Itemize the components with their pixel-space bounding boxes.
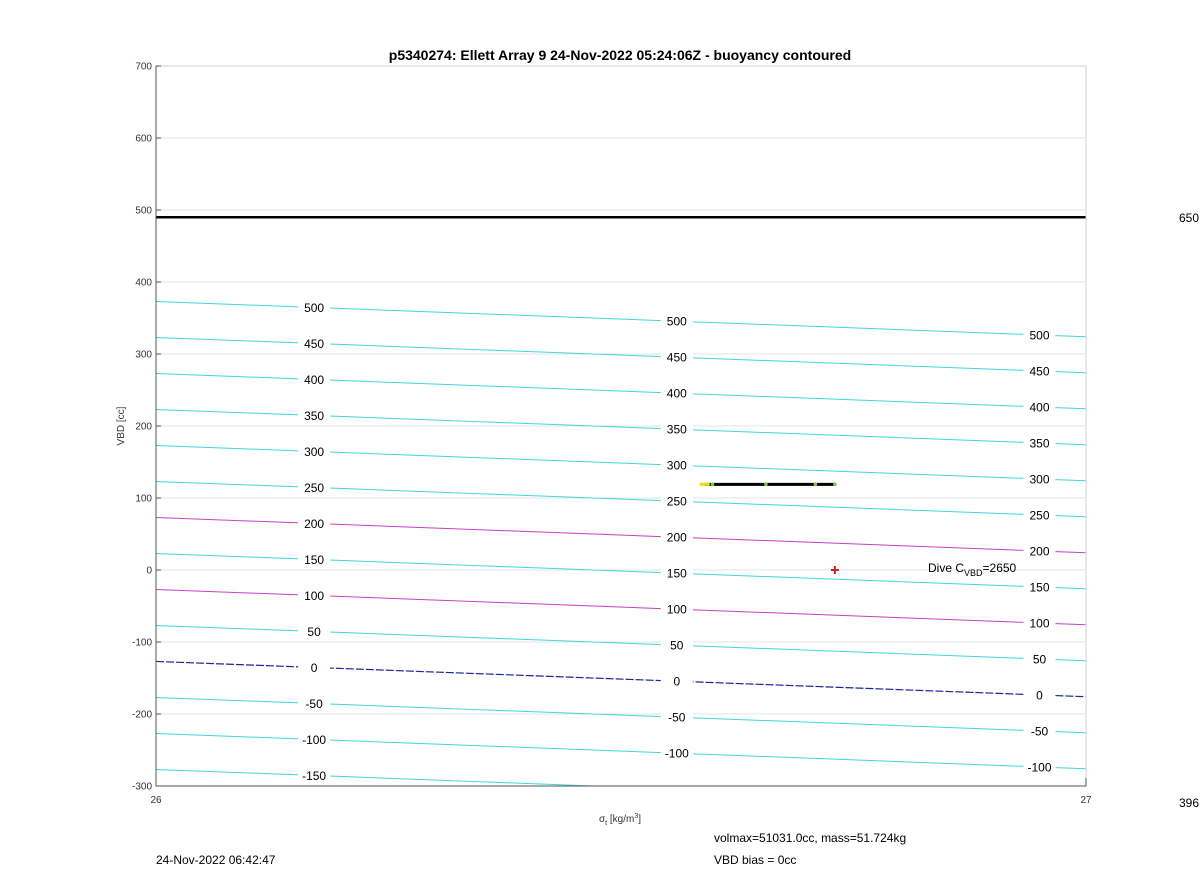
y-tick-label: -200	[131, 709, 152, 721]
y-tick-label: 300	[135, 349, 152, 361]
contour-label: 0	[310, 660, 318, 675]
contour-label: 100	[1029, 616, 1050, 631]
dive-marker-label-suffix: =2650	[982, 561, 1017, 575]
x-axis-label-symbol: σ	[598, 814, 606, 825]
contour-label: 150	[1029, 580, 1050, 595]
contour-label: 350	[1029, 436, 1050, 451]
dive-segment-point	[814, 483, 818, 487]
dive-segment-point	[764, 483, 768, 487]
plot-content	[156, 217, 1086, 805]
contour-line	[156, 301, 1086, 336]
bottom-right-label: 396	[1179, 796, 1200, 810]
x-axis-label	[599, 813, 641, 827]
max-line-right-label: 650	[1179, 211, 1200, 225]
footer-timestamp: 24-Nov-2022 06:42:47	[156, 853, 276, 867]
contour-label: -150	[302, 768, 327, 783]
axes	[132, 62, 1092, 807]
contour-line	[156, 337, 1086, 372]
contour-line	[156, 697, 1086, 732]
chart-title: p5340274: Ellett Array 9 24-Nov-2022 05:24:06Z - buoyancy contoured	[388, 47, 852, 63]
contour-label: 500	[304, 300, 325, 315]
dive-marker-label-sub: VBD	[964, 568, 983, 578]
contour-label: 450	[666, 350, 687, 365]
grid	[156, 66, 1086, 786]
contour-label: 350	[666, 422, 687, 437]
y-tick-label: 500	[135, 205, 152, 217]
contour-line	[156, 409, 1086, 444]
y-tick-label: 200	[135, 421, 152, 433]
contour-label: 350	[304, 408, 325, 423]
contour-label: 450	[304, 336, 325, 351]
contour-label: -50	[1030, 724, 1049, 739]
dive-segment-point	[833, 483, 837, 487]
x-axis-label-close: ]	[638, 814, 642, 825]
contour-line	[156, 373, 1086, 408]
contour-label: 200	[666, 530, 687, 545]
contour-label: -100	[302, 732, 327, 747]
x-axis-label-sup: 3	[634, 813, 639, 820]
contour-label: 50	[1032, 652, 1047, 667]
contour-line	[156, 517, 1086, 552]
contour-label: 400	[304, 372, 325, 387]
contour-label: 400	[666, 386, 687, 401]
y-tick-label: 400	[135, 277, 152, 289]
contour-line	[156, 481, 1086, 516]
y-axis-label: VBD [cc]	[116, 406, 127, 446]
contour-label: 150	[666, 566, 687, 581]
contour-label: 300	[1029, 472, 1050, 487]
dive-marker-label	[928, 561, 1017, 578]
contour-label: -50	[305, 696, 323, 711]
contour-label: 500	[1029, 328, 1050, 343]
contour-line	[156, 733, 1086, 768]
contour-label: 250	[666, 494, 687, 509]
contour-label: 300	[666, 458, 687, 473]
y-tick-label: -300	[131, 781, 152, 793]
contour-label: -100	[664, 746, 689, 761]
contour-labels	[298, 299, 1055, 783]
contour-label: 0	[673, 674, 681, 689]
contour-line	[156, 625, 1086, 660]
contour-line	[156, 445, 1086, 480]
plot-clipped	[156, 301, 1086, 804]
y-tick-label: -100	[131, 637, 152, 649]
contour-label: 50	[670, 638, 684, 653]
y-tick-label: 600	[135, 133, 152, 145]
y-tick-label: 100	[135, 493, 152, 505]
x-axis-label-units: [kg/m	[607, 814, 635, 825]
dive-segment-point	[711, 483, 715, 487]
contour-label: 200	[304, 516, 325, 531]
y-tick-label: 0	[146, 565, 152, 577]
dive-marker-label-prefix: Dive C	[928, 561, 965, 575]
contour-label: 400	[1029, 400, 1050, 415]
contour-line	[156, 769, 1086, 804]
x-tick-label: 26	[150, 795, 162, 806]
contour-label: 450	[1029, 364, 1050, 379]
contour-label: 0	[1036, 688, 1043, 703]
contour-label: 150	[304, 552, 325, 567]
contour-label: 300	[304, 444, 325, 459]
contour-label: -50	[668, 710, 686, 725]
contour-label: 200	[1029, 544, 1050, 559]
contour-label: -100	[1027, 760, 1052, 775]
contour-line	[156, 661, 1086, 696]
contour-label: 250	[304, 480, 325, 495]
footer-volmax: volmax=51031.0cc, mass=51.724kg	[714, 831, 907, 845]
y-tick-label: 700	[135, 61, 152, 73]
x-axis-label-sub: t	[605, 820, 608, 827]
contour-label: 100	[666, 602, 687, 617]
x-tick-label: 27	[1080, 795, 1092, 806]
contour-label: 500	[666, 314, 687, 329]
contour-label: 100	[304, 588, 325, 603]
footer-vbd-bias: VBD bias = 0cc	[714, 853, 797, 867]
contour-label: 50	[307, 624, 321, 639]
contour-label: 250	[1029, 508, 1050, 523]
contour-line	[156, 589, 1086, 624]
